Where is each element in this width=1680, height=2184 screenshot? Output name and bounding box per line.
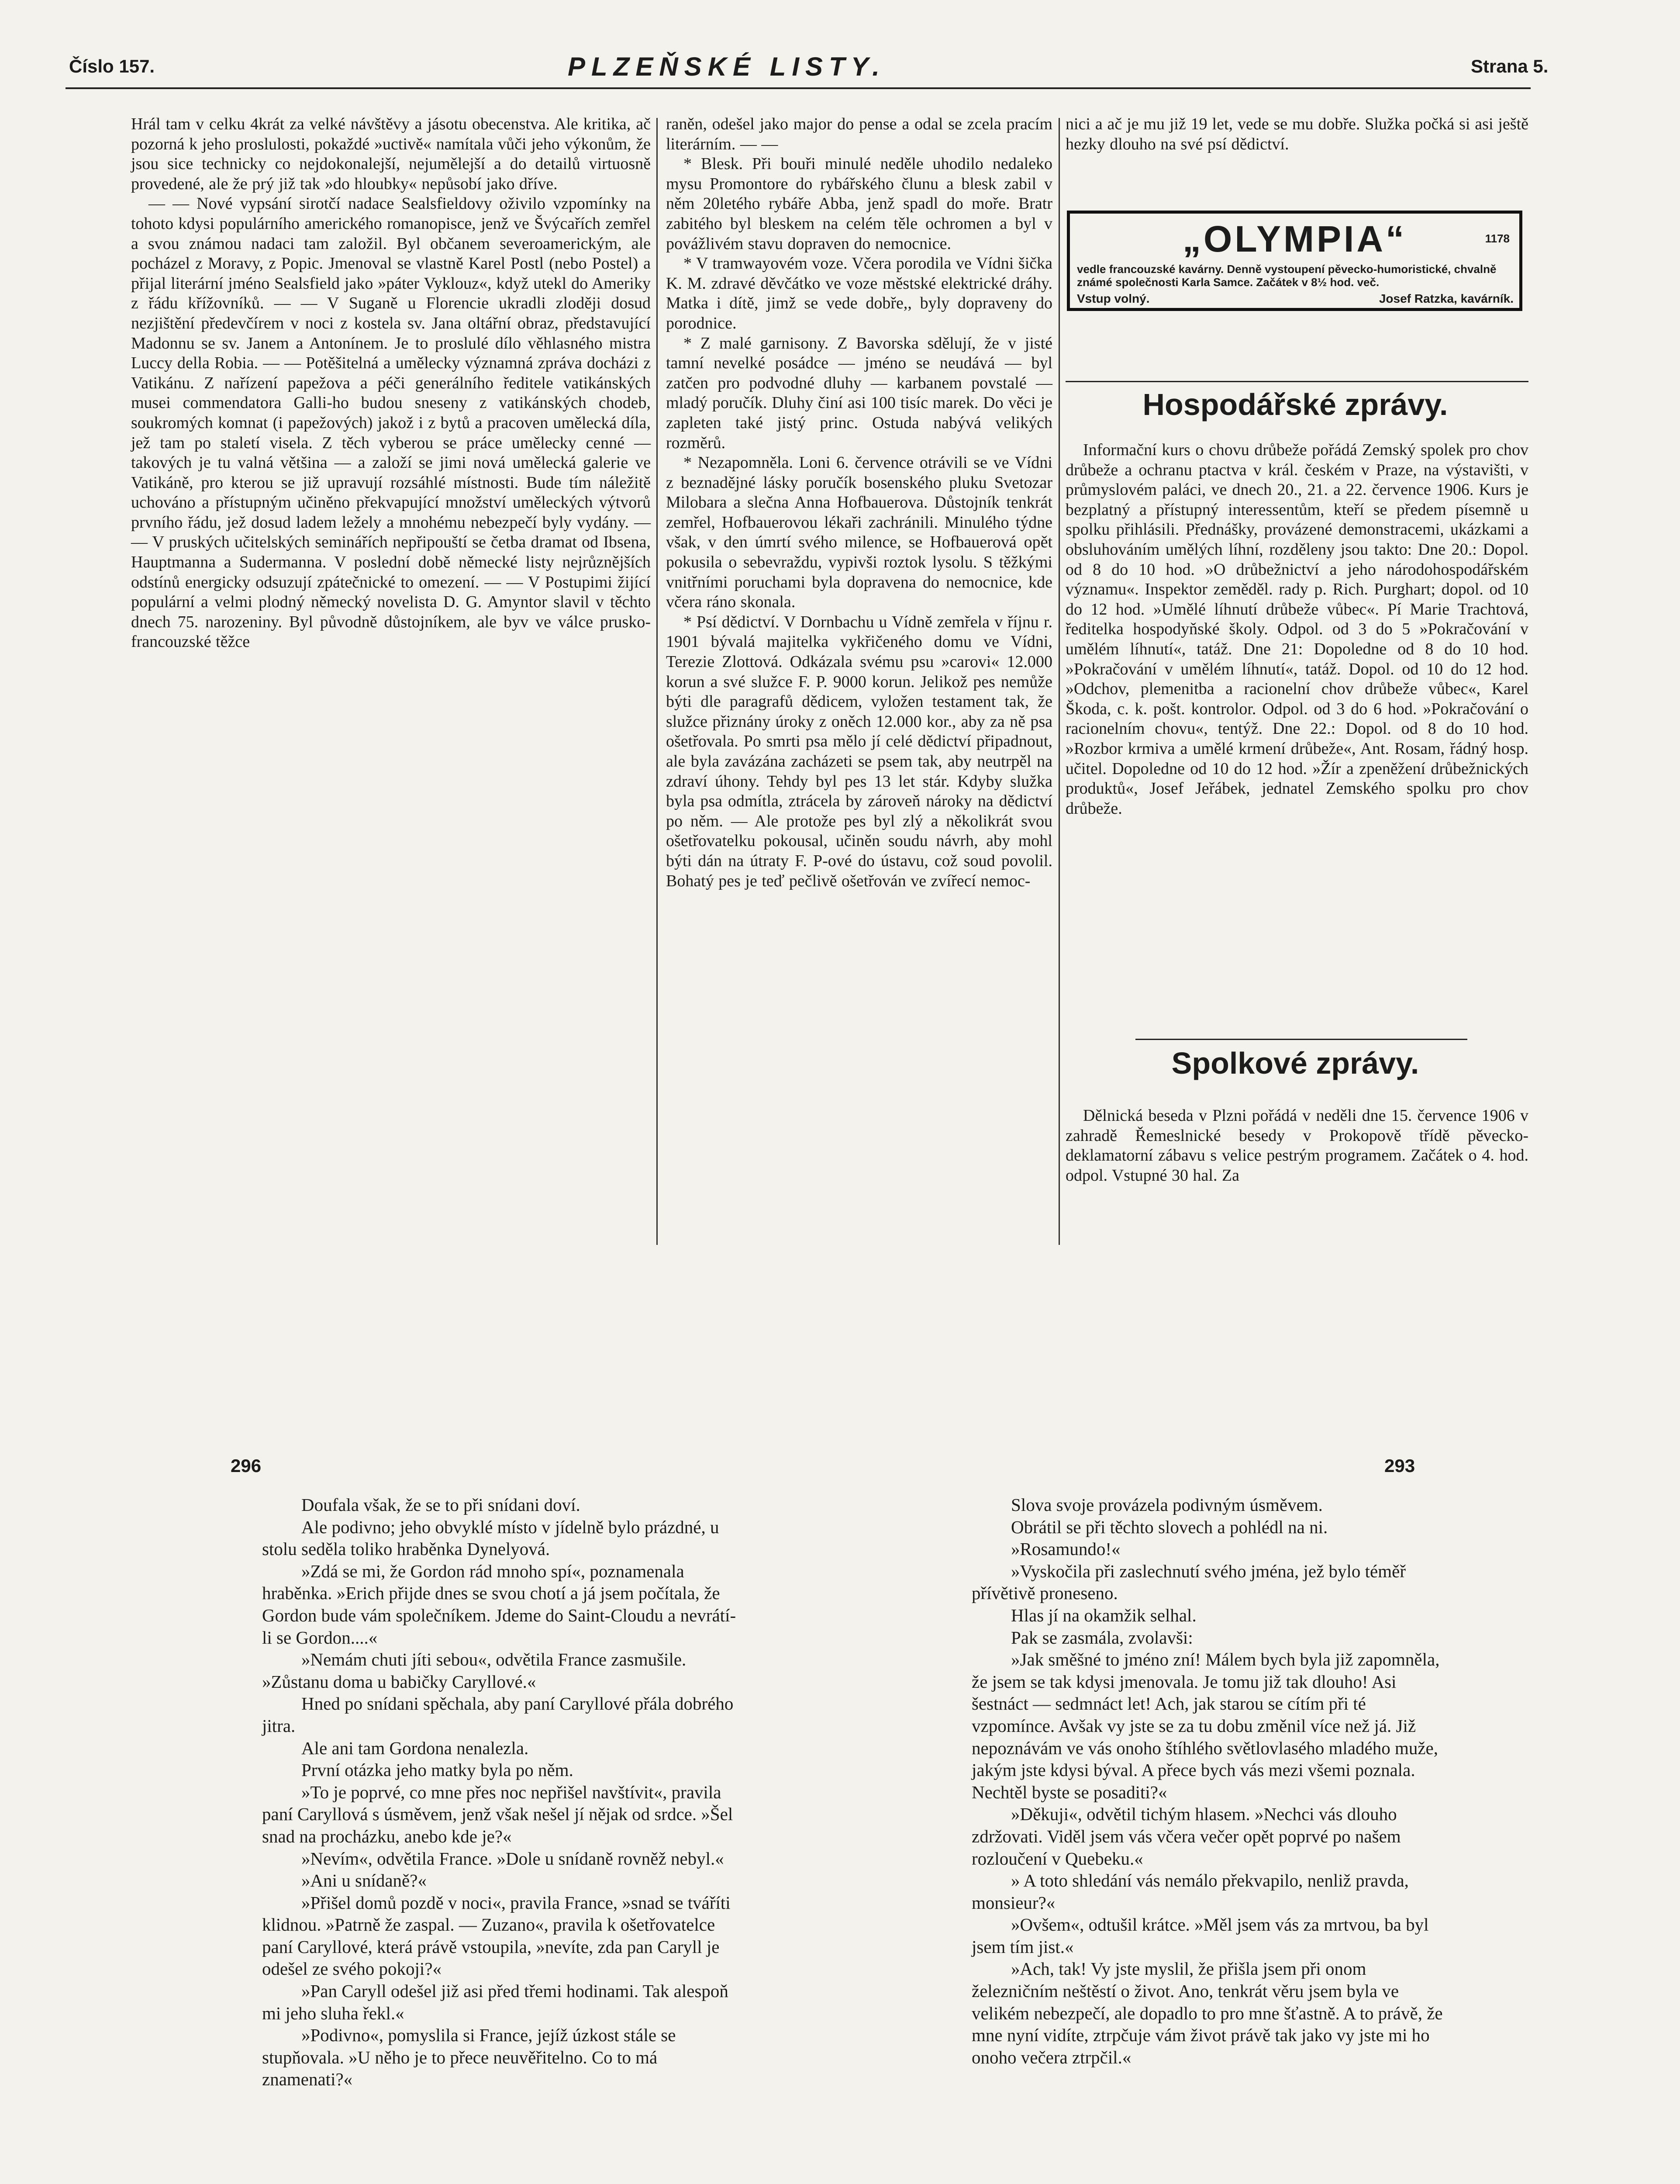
column-3-intro xyxy=(1066,114,1528,154)
econ-heading: Hospodářské zprávy. xyxy=(1142,387,1448,422)
col2-psi-dedictvi: * Psí dědictví. V Dornbachu u Vídně zemřela v říjnu r. 1901 bývalá majitelka vykřičeného domu ve Vídni, Terezie Zlottová. Odkázala svému psu »carovi« 12.000 korun a své služce F. P. 9000 korun. Jelikož pes nemůže býti dle paragrafů dědicem, vyložen testament tak, že služce přiznány úroky z oněch 12.000 kor., aby za ně psa ošetřovala. Po smrti psa mělo jí celé dědictví připadnout, ale byla zavázána zacházeti se psem tak, aby neutrpěl na zdraví úhony. Tehdy byl pes 13 let stár. Kdyby služka byla psa odmítla, ztrácela by zároveň nároky na dědictví po něm. — Ale protože pes byl zlý a několikrát svou ošetřovatelku pokousal, učiněn soudu návrh, aby mohl býti dán na útraty F. P-ové do ústavu, což soud povolil. Bohatý pes je teď pečlivě ošetřován ve zvířecí nemoc- xyxy=(666,612,1052,890)
feuilleton-left-column xyxy=(262,1494,740,2091)
col1-para-2: — — Nové vypsání sirotčí nadace Sealsfieldovy oživilo vzpomínky na tohoto kdysi populárního amerického romanopisce, jenž ve Švýcařích zemřel a svou známou nadaci tam založil. Byl občanem severoamerickým, ale pocházel z Moravy, z Popic. Jmenoval se vlastně Karel Postl (nebo Postel) a přijal literární jméno Sealsfield jako »páter Vyklouz«, když utekl do Ameriky z řádu křížovníků. — — V Suganě u Florencie ukradli zloději dosud nezjištění předevčírem v noci z kostela sv. Jana oltářní obraz, představující Madonnu se sv. Janem a Antonínem. Je to proslulé dílo věhlasného mistra Luccy della Robia. — — Potěšitelná a umělecky významná zpráva docházi z Vatikánu. Z nařízení papežova a péči generálního ředitele vatikánských musei commendatora Galli-ho budou sneseny z vatikánských chodeb, soukromých komnat (i papežových) jakož i z bytů a pracoven umělecká díla, jež tam po staletí visela. Z těch vyberou se práce umělecky cenné — takových je tu valná většina — a založí se jimi nová umělecká galerie ve Vatikáně, pro kterou se již upravují rozsáhlé místnosti. Bude tím náležitě uchováno a přístupným učiněno překvapující množství uměleckých výtvorů prvního řádu, jež dosud ladem ležely a mnohému nebezpečí byly vydány. — — V pruských učitelských seminářích nepřipouští se četba dramat od Ibsena, Hauptmanna a Sudermanna. V poslední době německé listy nejrůznějších odstínů energicky odsuzují zpátečnické to omezení. — — V Postupimi žijící populární a velmi plodný německý novelista D. G. Amyntor slavil v těchto dnech 75. narozeniny. Byl původně důstojníkem, ale byv ve válce prusko-francouzské těžce xyxy=(131,194,651,651)
feu-left-p12: »Pan Caryll odešel již asi před třemi hodinami. Tak alespoň mi jeho sluha řekl.« xyxy=(262,1981,728,2023)
feu-left-p2: Ale podivno; jeho obvyklé místo v jídelně bylo prázdné, u stolu seděla toliko hraběnka Dynelyová. xyxy=(262,1517,719,1559)
feu-right-p1: Slova svoje provázela podivným úsměvem. xyxy=(1011,1495,1323,1515)
issue-number: Číslo 157. xyxy=(69,56,155,76)
feu-right-p6: Pak se zasmála, zvolavši: xyxy=(1011,1627,1193,1648)
ad-line-1: vedle francouzské kavárny. Denně vystoupení pěvecko-humoristické, chvalně známé společnosti Karla Samce. Začátek v 8½ hod. več. xyxy=(1077,263,1497,289)
newspaper-title: PLZEŇSKÉ LISTY. xyxy=(568,52,886,81)
ad-line-2 xyxy=(1077,292,1514,305)
econ-section xyxy=(1066,440,1528,819)
feu-left-p1: Doufala však, že se to při snídani doví. xyxy=(301,1495,580,1515)
ad-number: 1178 xyxy=(1485,232,1510,245)
ad-entry: Vstup volný. xyxy=(1077,292,1150,305)
feu-right-p10: »Ovšem«, odtušil krátce. »Měl jsem vás za mrtvou, ba byl jsem tím jist.« xyxy=(972,1914,1429,1957)
col2-garnisona: * Z malé garnisony. Z Bavorska sdělují, že v jisté tamní nevelké posádce — jméno se neudává — byl zatčen pro podvodné dluhy — karbanem povstalé — mladý poručík. Dluhy činí asi 100 tisíc marek. Do věci je zapleten také jistý princ. Ostuda nabývá velikých rozměrů. xyxy=(666,334,1052,452)
col3-intro-text: nici a ač je mu již 19 let, vede se mu dobře. Služka počká si asi ještě hezky dlouho na své psí dědictví. xyxy=(1066,115,1528,153)
feu-right-p3: »Rosamundo!« xyxy=(1011,1539,1121,1559)
feu-right-p2: Obrátil se při těchto slovech a pohlédl na ni. xyxy=(1011,1517,1328,1537)
ad-name: „OLYMPIA“ xyxy=(1183,218,1407,259)
olympia-advertisement xyxy=(1067,211,1522,311)
col1-para-1: Hrál tam v celku 4krát za velké návštěvy a jásotu obecenstva. Ale kritika, ač pozorná k jeho proslulosti, pokaždé »uctivě« namítala vůči jeho výkonům, že jsou sice technicky co nejdokonalejší, nejumělejší a do detailů virtuosně provedené, ale že prý již tak »do hloubky« nepůsobí jako dříve. xyxy=(131,115,651,193)
feu-left-p3: »Zdá se mi, že Gordon rád mnoho spí«, poznamenala hraběnka. »Erich přijde dnes se svou chotí a já jsem počítala, že Gordon bude vám společníkem. Jdeme do Saint-Cloudu a nevrátí-li se Gordon....« xyxy=(262,1561,736,1648)
col2-para-1: raněn, odešel jako major do pense a odal se zcela pracím literárním. — — xyxy=(666,115,1052,153)
feu-right-p8: »Děkuji«, odvětil tichým hlasem. »Nechci vás dlouho zdržovati. Viděl jsem vás včera večer opět poprvé po našem rozloučení v Quebeku.« xyxy=(972,1804,1401,1869)
header-rule xyxy=(66,87,1531,89)
feuilleton-right-column xyxy=(972,1494,1450,2068)
col2-blesk: * Blesk. Při bouři minulé neděle uhodilo nedaleko mysu Promontore do rybářského člunu a blesk zabil v něm 20letého rybáře Abba, jenž spadl do moře. Bratr zabitého byl bleskem na celém těle ochromen a byl v povážlivém stavu dopraven do nemocnice. xyxy=(666,155,1052,253)
col2-nezapomnela: * Nezapomněla. Loni 6. července otrávili se ve Vídni z beznadějné lásky poručík bosenského pluku Svetozar Milobara a slečna Anna Hofbauerova. Důstojník tenkrát zemřel, Hofbauerovou lékaři zachránili. Minulého týdne však, v den úmrtí svého milence, se Hofbauerová opět pokusila o sebevraždu, vypivši roztok lysolu. S těžkými vnitřními poruchami byla dopravena do nemocnice, kde včera ráno skonala. xyxy=(666,453,1052,612)
feu-right-p4: »Vyskočila při zaslechnutí svého jména, jež bylo téměř přívětivě proneseno. xyxy=(972,1561,1406,1603)
feu-right-p9: » A toto shledání vás nemálo překvapilo, nenliž pravda, monsieur?« xyxy=(972,1870,1409,1913)
ad-owner: Josef Ratzka, kavárník. xyxy=(1379,292,1514,305)
page-number: Strana 5. xyxy=(1471,56,1549,76)
feu-left-p9: »Nevím«, odvětila France. »Dole u snídaně rovněž nebyl.« xyxy=(301,1848,724,1869)
feuilleton-right-page-number: 293 xyxy=(1384,1455,1415,1476)
feu-left-p6: Ale ani tam Gordona nenalezla. xyxy=(301,1738,529,1758)
column-2 xyxy=(666,114,1052,891)
econ-text: Informační kurs o chovu drůbeže pořádá Zemský spolek pro chov drůbeže a ochranu ptactva v král. českém v Praze, na výstavišti, v průmyslovém paláci, ve dnech 20., 21. a 22. července 1906. Kurs je bezplatný a přístupný interessentům, kteří se předem písemně u spolku přihlásili. Přednášky, provázené demonstracemi, ukázkami a obsluhováním umělých líhní, rozděleny jsou takto: Dne 20.: Dopol. od 8 do 10 hod. »O drůbežnictví a jeho národohospodářském významu«. Inspektor zeměděl. rady p. Rich. Purghart; dopol. od 10 do 12 hod. »Umělé líhnutí drůbeže vůbec«. Pí Marie Trachtová, ředitelka hospodyňské školy. Odpol. od 3 do 5 »Pokračování v umělém líhnutí«, tatáž. Dne 21: Dopoledne od 8 do 10 hod. »Pokračování v umělém líhnutí«, tatáž. Dopol. od 10 do 12 hod. »Odchov, plemenitba a racionelní chov drůbeže vůbec«, Karel Škoda, c. k. pošt. kontrolor. Odpol. od 3 do 6 hod. »Pokračování o racionelním chovu«, tentýž. Dne 22.: Dopol. od 8 do 10 hod. »Rozbor krmiva a umělé krmení drůbeže«, Ant. Rosam, řádný hosp. učitel. Dopoledne od 10 do 12 hod. »Žír a zpeněžení drůbežnických produktů«, Josef Jeřábek, jednatel Zemského spolku pro chov drůbeže. xyxy=(1066,441,1528,818)
feu-left-p7: První otázka jeho matky byla po něm. xyxy=(301,1760,573,1780)
club-top-rule xyxy=(1135,1039,1467,1040)
feu-left-p8: »To je poprvé, co mne přes noc nepřišel navštívit«, pravila paní Caryllová s úsměvem, jenž však nešel jí nějak od srdce. »Šel snad na procházku, anebo kde je?« xyxy=(262,1782,733,1846)
column-divider-1 xyxy=(656,118,658,1245)
feu-left-p10: »Ani u snídaně?« xyxy=(301,1870,427,1891)
feu-left-p5: Hned po snídani spěchala, aby paní Caryllové přála dobrého jitra. xyxy=(262,1693,734,1736)
col2-tramway: * V tramwayovém voze. Včera porodila ve Vídni šička K. M. zdravé děvčátko ve voze městské elektrické dráhy. Matka i dítě, jimž se vede dobře,, byly dopraveny do porodnice. xyxy=(666,254,1052,332)
club-text: Dělnická beseda v Plzni pořádá v neděli dne 15. července 1906 v zahradě Řemeslnické besedy v Prokopově třídě pěvecko-deklamatorní zábavu s velice pestrým programem. Začátek o 4. hod. odpol. Vstupné 30 hal. Za xyxy=(1066,1106,1528,1185)
feuilleton-left-page-number: 296 xyxy=(231,1455,262,1476)
column-1 xyxy=(131,114,651,652)
column-divider-2 xyxy=(1059,118,1060,1245)
feu-right-p5: Hlas jí na okamžik selhal. xyxy=(1011,1605,1197,1625)
feu-left-p13: »Podivno«, pomyslila si France, jejíž úzkost stále se stupňovala. »U něho je to přece neuvěřitelno. Co to má znamenati?« xyxy=(262,2025,676,2090)
club-heading: Spolkové zprávy. xyxy=(1171,1046,1419,1080)
feu-right-p7: »Jak směšné to jméno zní! Málem bych byla již zapomněla, že jsem se tak kdysi jmenovala. Je tomu již tak dlouho! Asi šestnáct — sedmnáct let! Ach, jak starou se cítím při té vzpomínce. Avšak vy jste se za tu dobu změnil více než já. Již nepoznávám ve vás onoho štíhlého světlovlasého mladého muže, jakým jste kdysi býval. A přece bych vás mezi všemi poznala. Nechtěl byste se posaditi?« xyxy=(972,1649,1440,1802)
club-section xyxy=(1066,1106,1528,1185)
feu-right-p11: »Ach, tak! Vy jste myslil, že přišla jsem při onom železničním neštěstí o život. Ano, tenkrát věru jsem byla ve velikém nebezpečí, ale dopadlo to pro mne šťastně. A to právě, že mne nyní vidíte, ztrpčuje vám život právě tak jako vy jste mi ho onoho večera ztrpčil.« xyxy=(972,1959,1443,2067)
ad-title xyxy=(1070,218,1519,260)
econ-top-rule xyxy=(1066,381,1528,382)
feu-left-p4: »Nemám chuti jíti sebou«, odvětila France zasmušile. »Zůstanu domа u babičky Caryllové.« xyxy=(262,1649,686,1692)
feu-left-p11: »Přišel domů pozdě v noci«, pravila France, »snad se tváříti klidnou. »Patrně že zaspal. — Zuzano«, pravila k ošetřovatelce paní Caryllové, která právě vstoupila, »nevíte, zda pan Caryll je odešel ze svého pokoji?« xyxy=(262,1892,731,1979)
